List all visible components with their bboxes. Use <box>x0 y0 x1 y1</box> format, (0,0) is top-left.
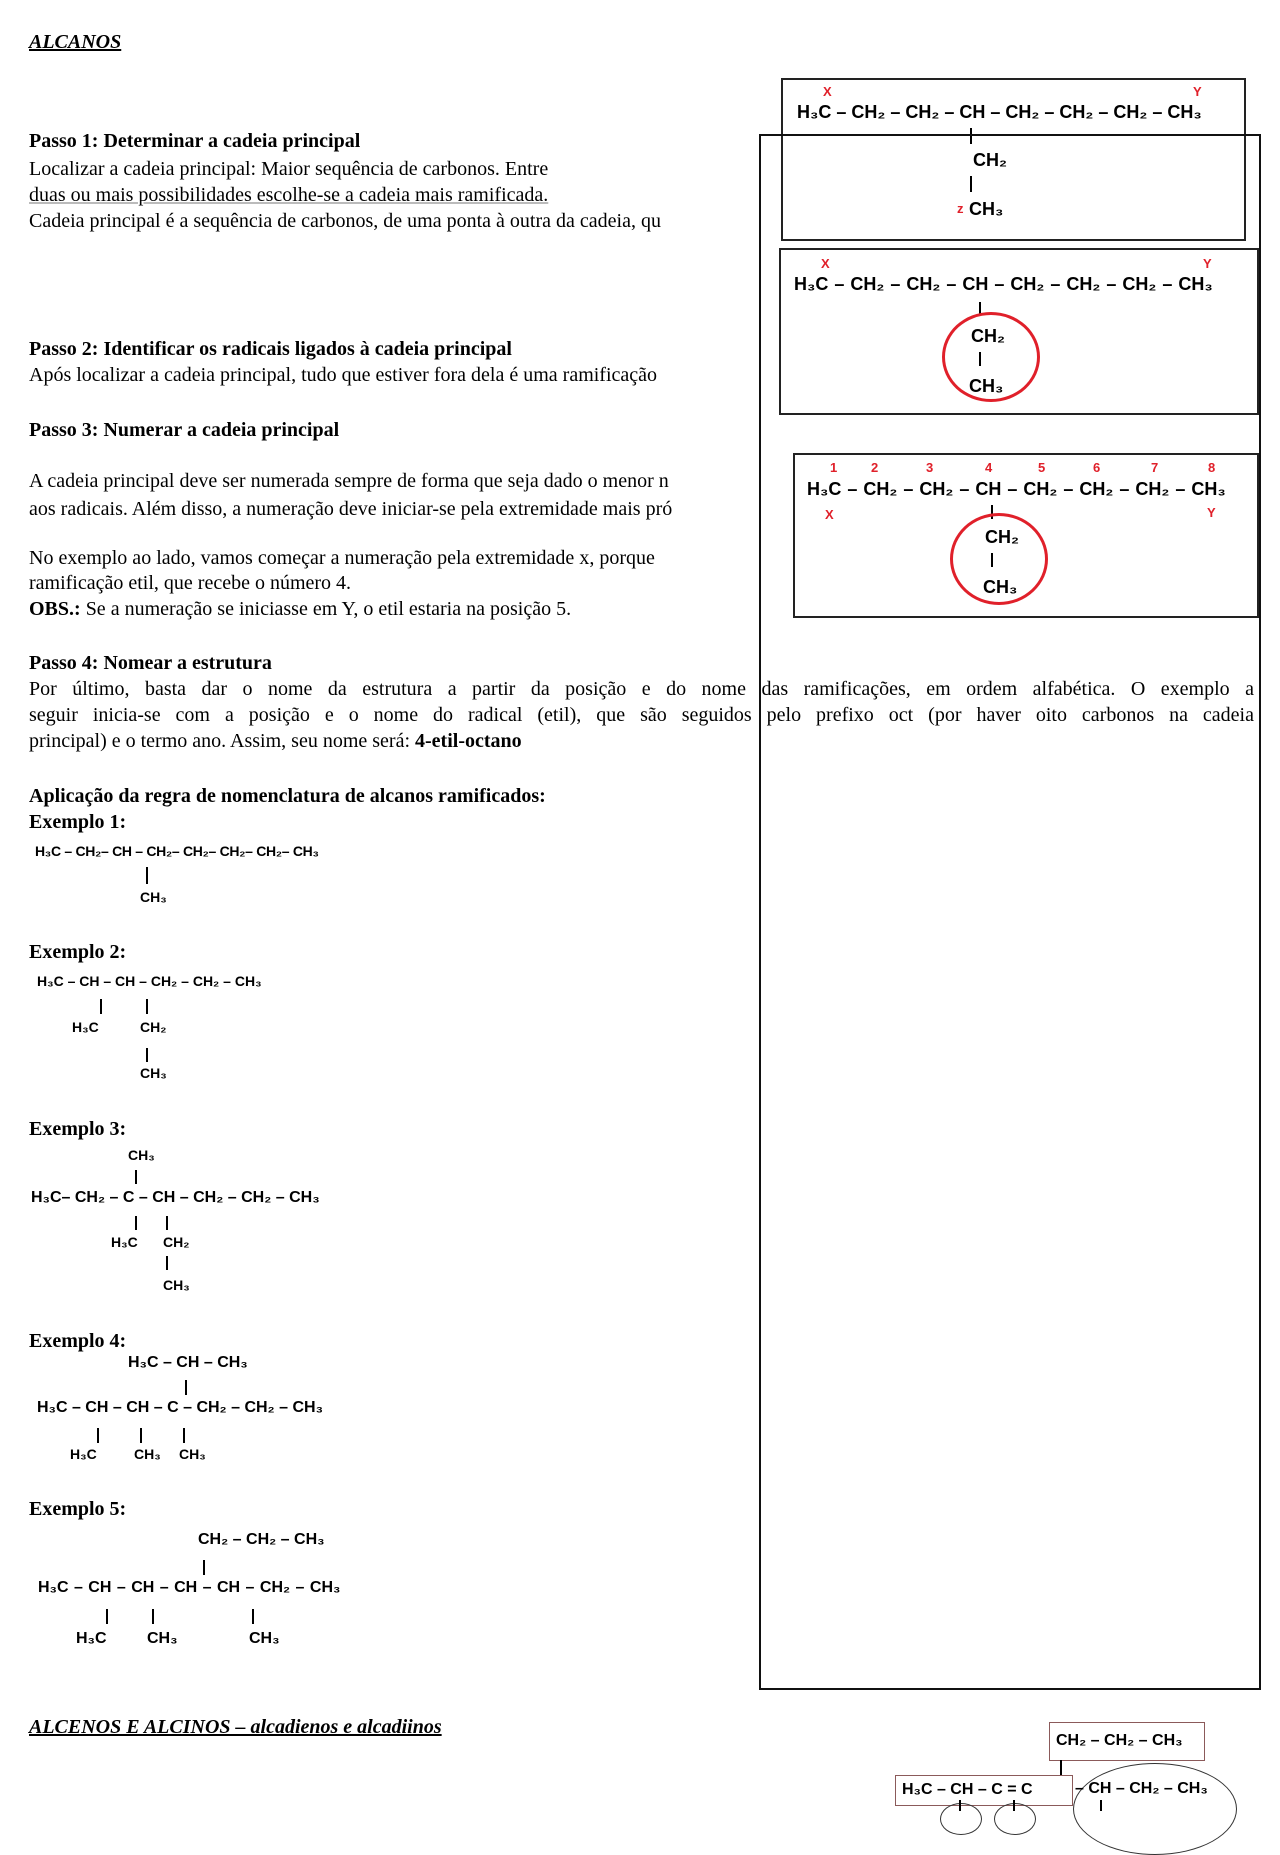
passo2-heading: Passo 2: Identificar os radicais ligados à cadeia principal <box>29 338 512 360</box>
example-3-chain: H₃C– CH₂ – C – CH – CH₂ – CH₂ – CH₃ <box>31 1189 320 1206</box>
highlight-box-top <box>1049 1722 1205 1761</box>
example-5-chain: H₃C – CH – CH – CH – CH – CH₂ – CH₃ <box>38 1579 341 1596</box>
main-chain-formula: H₃C – CH₂ – CH₂ – CH – CH₂ – CH₂ – CH₂ – CH₃ <box>807 479 1226 499</box>
branch-ch3: CH₃ <box>969 199 1004 219</box>
carbon-number: 8 <box>1208 460 1216 475</box>
diagram-box-numbering <box>793 453 1259 618</box>
example-4-label: Exemplo 4: <box>29 1330 127 1352</box>
bond <box>185 1380 187 1395</box>
small-circle <box>994 1803 1036 1835</box>
example-1-label: Exemplo 1: <box>29 811 127 833</box>
bond <box>183 1428 185 1443</box>
bond <box>97 1428 99 1443</box>
carbon-number: 6 <box>1093 460 1101 475</box>
bond <box>100 999 102 1014</box>
main-chain-formula: H₃C – CH₂ – CH₂ – CH – CH₂ – CH₂ – CH₂ – CH₃ <box>797 102 1202 122</box>
carbon-number: 7 <box>1151 460 1159 475</box>
compound-name: 4-etil-octano <box>415 730 522 752</box>
example-5-top-branch: CH₂ – CH₂ – CH₃ <box>198 1531 325 1548</box>
branch-ch3: CH₃ <box>983 577 1018 597</box>
example-5-branch: H₃C <box>76 1630 107 1647</box>
alceno-chain-right: – CH – CH₂ – CH₃ <box>1075 1780 1208 1797</box>
alceno-chain-left: H₃C – CH – C = C <box>902 1781 1033 1798</box>
passo4-line: seguir inicia-se com a posição e o nome do radical (etil), que são seguidos pelo prefixo oct (por haver oito carbonos na cadeia <box>29 704 1254 726</box>
example-5-branch: CH₃ <box>249 1630 280 1647</box>
example-1-chain: H₃C – CH₂– CH – CH₂– CH₂– CH₂– CH₂– CH₃ <box>35 843 319 859</box>
obs-text: Se a numeração se iniciasse em Y, o etil estaria na posição 5. <box>80 598 572 620</box>
example-3-branch: CH₃ <box>163 1277 190 1293</box>
carbon-number: 2 <box>871 460 879 475</box>
ellipse-highlight <box>1073 1763 1237 1855</box>
example-4-branch: CH₃ <box>179 1446 206 1462</box>
label-y: Y <box>1203 256 1212 271</box>
label-z: z <box>957 201 964 216</box>
passo4-line: Por último, basta dar o nome da estrutura a partir da posição e do nome das ramificações, em ordem alfabética. O exemplo a <box>29 678 1254 700</box>
label-x: X <box>821 256 830 271</box>
example-2-chain: H₃C – CH – CH – CH₂ – CH₂ – CH₃ <box>37 973 262 989</box>
branch-ch2: CH₂ <box>973 150 1007 170</box>
passo1-line: Cadeia principal é a sequência de carbonos, de uma ponta à outra da cadeia, qu <box>29 210 661 232</box>
example-4-branch: CH₃ <box>134 1446 161 1462</box>
passo4-line <box>29 729 522 753</box>
section-title-alcanos: ALCANOS <box>29 31 122 53</box>
example-2-branch: H₃C <box>72 1019 99 1035</box>
passo3-line: aos radicais. Além disso, a numeração deve iniciar-se pela extremidade mais pró <box>29 498 673 520</box>
passo3-line: A cadeia principal deve ser numerada sempre de forma que seja dado o menor n <box>29 470 669 492</box>
example-4-chain: H₃C – CH – CH – C – CH₂ – CH₂ – CH₃ <box>37 1399 323 1416</box>
branch-ch2: CH₂ <box>971 326 1005 346</box>
carbon-number: 3 <box>926 460 934 475</box>
example-4-top-branch: H₃C – CH – CH₃ <box>128 1354 248 1371</box>
label-x: X <box>825 507 834 522</box>
example-1-branch: CH₃ <box>140 889 167 905</box>
bond <box>106 1609 108 1624</box>
passo4-text: principal) e o termo ano. Assim, seu nome será: <box>29 730 416 752</box>
passo1-line: Localizar a cadeia principal: Maior sequência de carbonos. Entre <box>29 158 549 180</box>
diagram-box-radical <box>779 248 1259 415</box>
aplicacao-heading: Aplicação da regra de nomenclatura de alcanos ramificados: <box>29 785 546 807</box>
main-chain-formula: H₃C – CH₂ – CH₂ – CH – CH₂ – CH₂ – CH₂ – CH₃ <box>794 274 1213 294</box>
bond <box>1100 1800 1102 1811</box>
label-y: Y <box>1193 84 1202 99</box>
bond <box>166 1216 168 1230</box>
branch-ch2: CH₂ <box>985 527 1019 547</box>
example-5-branch: CH₃ <box>147 1630 178 1647</box>
label-y: Y <box>1207 505 1216 520</box>
bond <box>135 1216 137 1230</box>
bond <box>146 999 148 1014</box>
example-3-branch: H₃C <box>111 1234 138 1250</box>
highlight-box-chain <box>895 1775 1073 1806</box>
passo2-line: Após localizar a cadeia principal, tudo que estiver fora dela é uma ramificação <box>29 364 658 386</box>
carbon-number: 1 <box>830 460 838 475</box>
example-4-branch: H₃C <box>70 1446 97 1462</box>
obs-line <box>29 597 571 621</box>
example-3-label: Exemplo 3: <box>29 1118 127 1140</box>
passo4-heading: Passo 4: Nomear a estrutura <box>29 652 272 674</box>
bond <box>1013 1800 1015 1811</box>
passo3-heading: Passo 3: Numerar a cadeia principal <box>29 419 340 441</box>
bond <box>252 1609 254 1624</box>
example-5-label: Exemplo 5: <box>29 1498 127 1520</box>
bond <box>146 1048 148 1062</box>
bond <box>135 1170 137 1184</box>
bond <box>959 1800 961 1811</box>
bond <box>166 1256 168 1270</box>
bond <box>991 553 993 567</box>
bond <box>1060 1760 1062 1776</box>
example-2-label: Exemplo 2: <box>29 941 127 963</box>
bond <box>140 1428 142 1443</box>
label-x: X <box>823 84 832 99</box>
passo3-line: No exemplo ao lado, vamos começar a numeração pela extremidade x, porque <box>29 547 655 569</box>
obs-label: OBS.: <box>29 598 81 620</box>
bond <box>152 1609 154 1624</box>
bond <box>146 867 148 884</box>
passo1-heading: Passo 1: Determinar a cadeia principal <box>29 130 361 152</box>
branch-ch3: CH₃ <box>969 376 1004 396</box>
passo3-line: ramificação etil, que recebe o número 4. <box>29 572 352 594</box>
example-2-branch: CH₂ <box>140 1019 167 1035</box>
example-2-branch: CH₃ <box>140 1065 167 1081</box>
alceno-top-branch: CH₂ – CH₂ – CH₃ <box>1056 1732 1183 1749</box>
example-3-branch: CH₂ <box>163 1234 190 1250</box>
carbon-number: 5 <box>1038 460 1046 475</box>
section-title-alcenos: ALCENOS E ALCINOS – alcadienos e alcadiinos <box>29 1716 442 1738</box>
small-circle <box>940 1803 982 1835</box>
bond <box>203 1560 205 1575</box>
bond <box>979 352 981 366</box>
carbon-number: 4 <box>985 460 993 475</box>
passo1-line: duas ou mais possibilidades escolhe-se a cadeia mais ramificada. <box>29 184 549 206</box>
example-3-top-branch: CH₃ <box>128 1147 155 1163</box>
